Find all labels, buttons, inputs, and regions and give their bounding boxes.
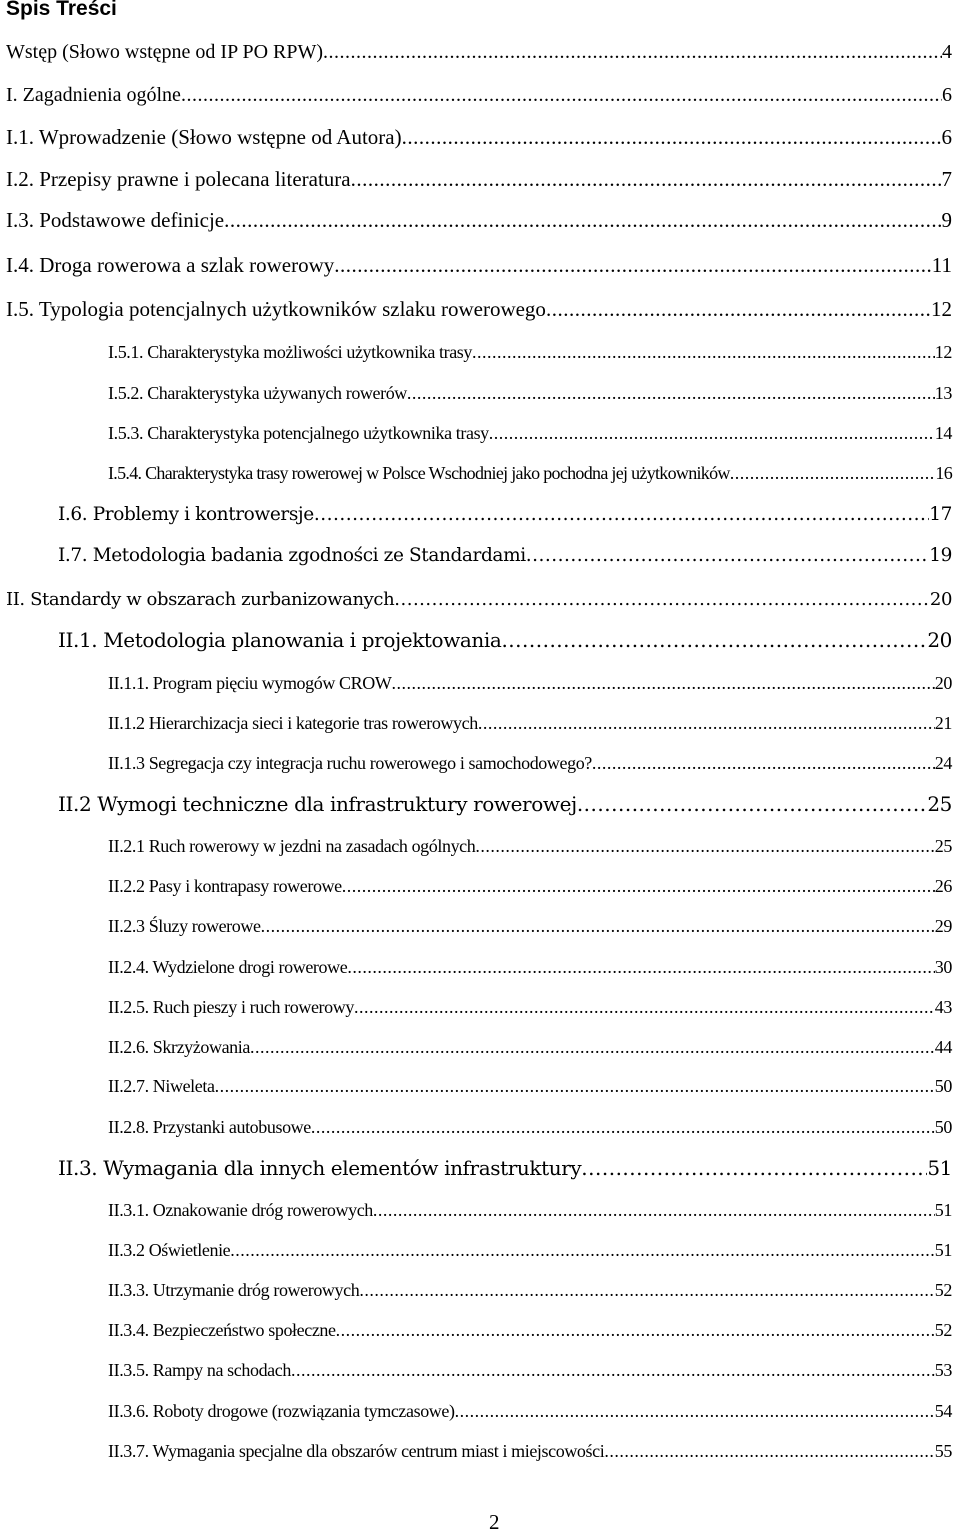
toc-entry[interactable] <box>0 1118 952 1136</box>
toc-entry-label: I.5.3. Charakterystyka potencjalnego użytkownika trasy <box>108 423 489 443</box>
toc-entry[interactable] <box>0 384 952 402</box>
toc-entry[interactable] <box>0 674 952 692</box>
toc-entry-page: 7 <box>941 167 952 191</box>
toc-entry-label: II.1.1. Program pięciu wymogów CROW <box>108 673 392 693</box>
toc-entry-page: 14 <box>934 423 952 443</box>
toc-entry[interactable] <box>0 1402 952 1420</box>
toc-entry[interactable] <box>0 169 952 190</box>
toc-entry-label: I.1. Wprowadzenie (Słowo wstępne od Autora) <box>6 125 402 149</box>
toc-entry-label: II.3.3. Utrzymanie dróg rowerowych <box>108 1280 360 1300</box>
toc-leader <box>489 424 935 442</box>
toc-entry-page: 55 <box>934 1441 952 1461</box>
toc-entry[interactable] <box>0 424 952 442</box>
toc-entry[interactable] <box>0 1281 952 1299</box>
toc-entry[interactable] <box>0 127 952 148</box>
toc-entry[interactable] <box>0 506 952 525</box>
toc-entry-page: 6 <box>942 84 952 106</box>
toc-leader <box>526 547 930 566</box>
toc-entry-page: 19 <box>929 545 952 566</box>
toc-entry-label: II.2 Wymogi techniczne dla infrastruktury rowerowej <box>58 792 577 816</box>
toc-leader <box>478 714 935 732</box>
toc-entry[interactable] <box>0 85 952 105</box>
toc-leader <box>391 674 934 692</box>
toc-leader <box>250 1038 935 1056</box>
toc-entry[interactable] <box>0 1038 952 1056</box>
toc-leader <box>261 917 935 935</box>
toc-leader <box>472 343 935 361</box>
toc-entry[interactable] <box>0 714 952 732</box>
toc-entry-page: 52 <box>934 1280 952 1300</box>
toc-entry-label: I.5. Typologia potencjalnych użytkowników szlaku rowerowego <box>6 297 546 321</box>
toc-leader <box>336 1321 935 1339</box>
toc-entry-label: I.5.2. Charakterystyka używanych rowerów <box>108 383 407 403</box>
toc-entry-page: 44 <box>934 1037 952 1057</box>
toc-leader <box>475 837 934 855</box>
toc-entry-label: I.7. Metodologia badania zgodności ze Standardami <box>58 545 526 566</box>
toc-leader <box>291 1361 935 1379</box>
toc-entry-page: 51 <box>934 1240 952 1260</box>
toc-entry-label: II.2.2 Pasy i kontrapasy rowerowe <box>108 876 342 896</box>
toc-entry[interactable] <box>0 794 952 814</box>
toc-entry[interactable] <box>0 958 952 976</box>
toc-entry[interactable] <box>0 1321 952 1339</box>
toc-entry-page: 30 <box>934 957 952 977</box>
toc-leader <box>342 877 935 895</box>
toc-entry-label: I.3. Podstawowe definicje <box>6 208 225 232</box>
toc-entry-label: II.1.3 Segregacja czy integracja ruchu rowerowego i samochodowego? <box>108 753 592 773</box>
toc-entry-label: II.3. Wymagania dla innych elementów infrastruktury <box>58 1156 582 1180</box>
toc-entry[interactable] <box>0 1361 952 1379</box>
toc-leader <box>394 591 930 609</box>
toc-entry-page: 51 <box>927 1156 952 1180</box>
toc-leader <box>347 958 934 976</box>
toc-entry[interactable] <box>0 877 952 895</box>
page-number: 2 <box>489 1510 500 1534</box>
toc-entry-page: 53 <box>934 1360 952 1380</box>
toc-entry-page: 6 <box>941 125 952 149</box>
toc-leader <box>730 464 936 482</box>
toc-entry-page: 12 <box>934 342 952 362</box>
toc-leader <box>407 384 935 402</box>
toc-entry[interactable] <box>0 42 952 62</box>
toc-leader <box>314 506 929 525</box>
toc-entry-label: II.1.2 Hierarchizacja sieci i kategorie tras rowerowych <box>108 713 478 733</box>
toc-entry-page: 21 <box>934 713 952 733</box>
toc-leader <box>402 127 942 148</box>
toc-entry-page: 20 <box>934 673 952 693</box>
toc-leader <box>354 998 935 1016</box>
toc-entry-page: 11 <box>931 253 952 277</box>
toc-entry[interactable] <box>0 255 952 276</box>
toc-entry-label: I.5.1. Charakterystyka możliwości użytkownika trasy <box>108 342 473 362</box>
toc-entry-label: II.2.6. Skrzyżowania <box>108 1037 250 1057</box>
toc-entry[interactable] <box>0 1201 952 1219</box>
toc-leader <box>323 42 942 62</box>
toc-entry-page: 25 <box>934 836 952 856</box>
toc-entry[interactable] <box>0 591 952 609</box>
toc-entry-label: II.2.3 Śluzy rowerowe <box>108 916 261 936</box>
toc-entry-label: II.1. Metodologia planowania i projektowania <box>58 628 502 652</box>
toc-entry-label: II.3.7. Wymagania specjalne dla obszarów centrum miast i miejscowości <box>108 1441 605 1461</box>
toc-entry-page: 54 <box>934 1401 952 1421</box>
toc-entry-label: I.4. Droga rowerowa a szlak rowerowy <box>6 253 335 277</box>
toc-entry[interactable] <box>0 917 952 935</box>
toc-leader <box>577 794 928 814</box>
toc-entry-label: II.2.4. Wydzielone drogi rowerowe <box>108 957 348 977</box>
toc-entry-label: II.3.6. Roboty drogowe (rozwiązania tymczasowe) <box>108 1401 455 1421</box>
toc-entry[interactable] <box>0 630 952 650</box>
toc-entry-page: 9 <box>941 208 952 232</box>
toc-leader <box>592 754 935 772</box>
toc-entry-label: I.5.4. Charakterystyka trasy rowerowej w Polsce Wschodniej jako pochodna jej użytkowników <box>108 463 730 483</box>
toc-entry[interactable] <box>0 1241 952 1259</box>
toc-entry-page: 16 <box>935 463 952 483</box>
toc-entry[interactable] <box>0 754 952 772</box>
toc-leader <box>501 630 927 650</box>
toc-entry-label: I.2. Przepisy prawne i polecana literatura <box>6 167 351 191</box>
toc-entry-label: II.2.8. Przystanki autobusowe <box>108 1117 311 1137</box>
toc-entry[interactable] <box>0 464 952 482</box>
toc-leader <box>581 1158 927 1178</box>
toc-entry-page: 4 <box>942 41 952 63</box>
toc-leader <box>215 1077 935 1095</box>
toc-entry-page: 51 <box>934 1200 952 1220</box>
toc-entry-page: 50 <box>934 1117 952 1137</box>
toc-entry-label: II.2.1 Ruch rowerowy w jezdni na zasadach ogólnych <box>108 836 476 856</box>
toc-leader <box>373 1201 935 1219</box>
toc-entry[interactable] <box>0 1077 952 1095</box>
toc-leader <box>334 255 931 276</box>
toc-entry-page: 12 <box>931 297 952 321</box>
toc-leader <box>230 1241 935 1259</box>
toc-entry[interactable] <box>0 299 952 320</box>
toc-leader <box>359 1281 934 1299</box>
toc-entry-page: 50 <box>934 1076 952 1096</box>
toc-leader <box>546 299 931 320</box>
toc-leader <box>455 1402 935 1420</box>
toc-entry-label: II.3.4. Bezpieczeństwo społeczne <box>108 1320 336 1340</box>
toc-title: Spis Treści <box>6 0 117 20</box>
toc-entry-label: II.3.2 Oświetlenie <box>108 1240 231 1260</box>
toc-leader <box>311 1118 935 1136</box>
toc-entry-label: II.2.5. Ruch pieszy i ruch rowerowy <box>108 997 354 1017</box>
toc-entry-label: I. Zagadnienia ogólne <box>6 84 181 106</box>
toc-entry-page: 52 <box>934 1320 952 1340</box>
toc-entry-page: 29 <box>934 916 952 936</box>
toc-entry[interactable] <box>0 547 952 566</box>
toc-leader <box>181 85 942 105</box>
toc-entry-page: 20 <box>929 589 952 610</box>
toc-leader <box>351 169 942 190</box>
toc-entry[interactable] <box>0 998 952 1016</box>
toc-entry-label: II.3.5. Rampy na schodach <box>108 1360 291 1380</box>
toc-entry-page: 13 <box>934 383 952 403</box>
toc-entry[interactable] <box>0 1442 952 1460</box>
toc-entry-label: II. Standardy w obszarach zurbanizowanych <box>6 589 395 610</box>
toc-entry-label: I.6. Problemy i kontrowersje <box>58 504 314 525</box>
toc-entry-page: 17 <box>929 504 952 525</box>
toc-entry-label: II.3.1. Oznakowanie dróg rowerowych <box>108 1200 373 1220</box>
toc-entry-page: 25 <box>927 792 952 816</box>
toc-entry[interactable] <box>0 1158 952 1178</box>
toc-entry-page: 24 <box>934 753 952 773</box>
toc-entry[interactable] <box>0 837 952 855</box>
toc-entry[interactable] <box>0 210 952 231</box>
toc-entry-label: II.2.7. Niweleta <box>108 1076 215 1096</box>
toc-entry[interactable] <box>0 343 952 361</box>
toc-entry-page: 26 <box>934 876 952 896</box>
toc-leader <box>224 210 941 231</box>
toc-leader <box>604 1442 934 1460</box>
toc-entry-label: Wstęp (Słowo wstępne od IP PO RPW) <box>6 41 324 63</box>
toc-entry-page: 43 <box>934 997 952 1017</box>
toc-entry-page: 20 <box>927 628 952 652</box>
